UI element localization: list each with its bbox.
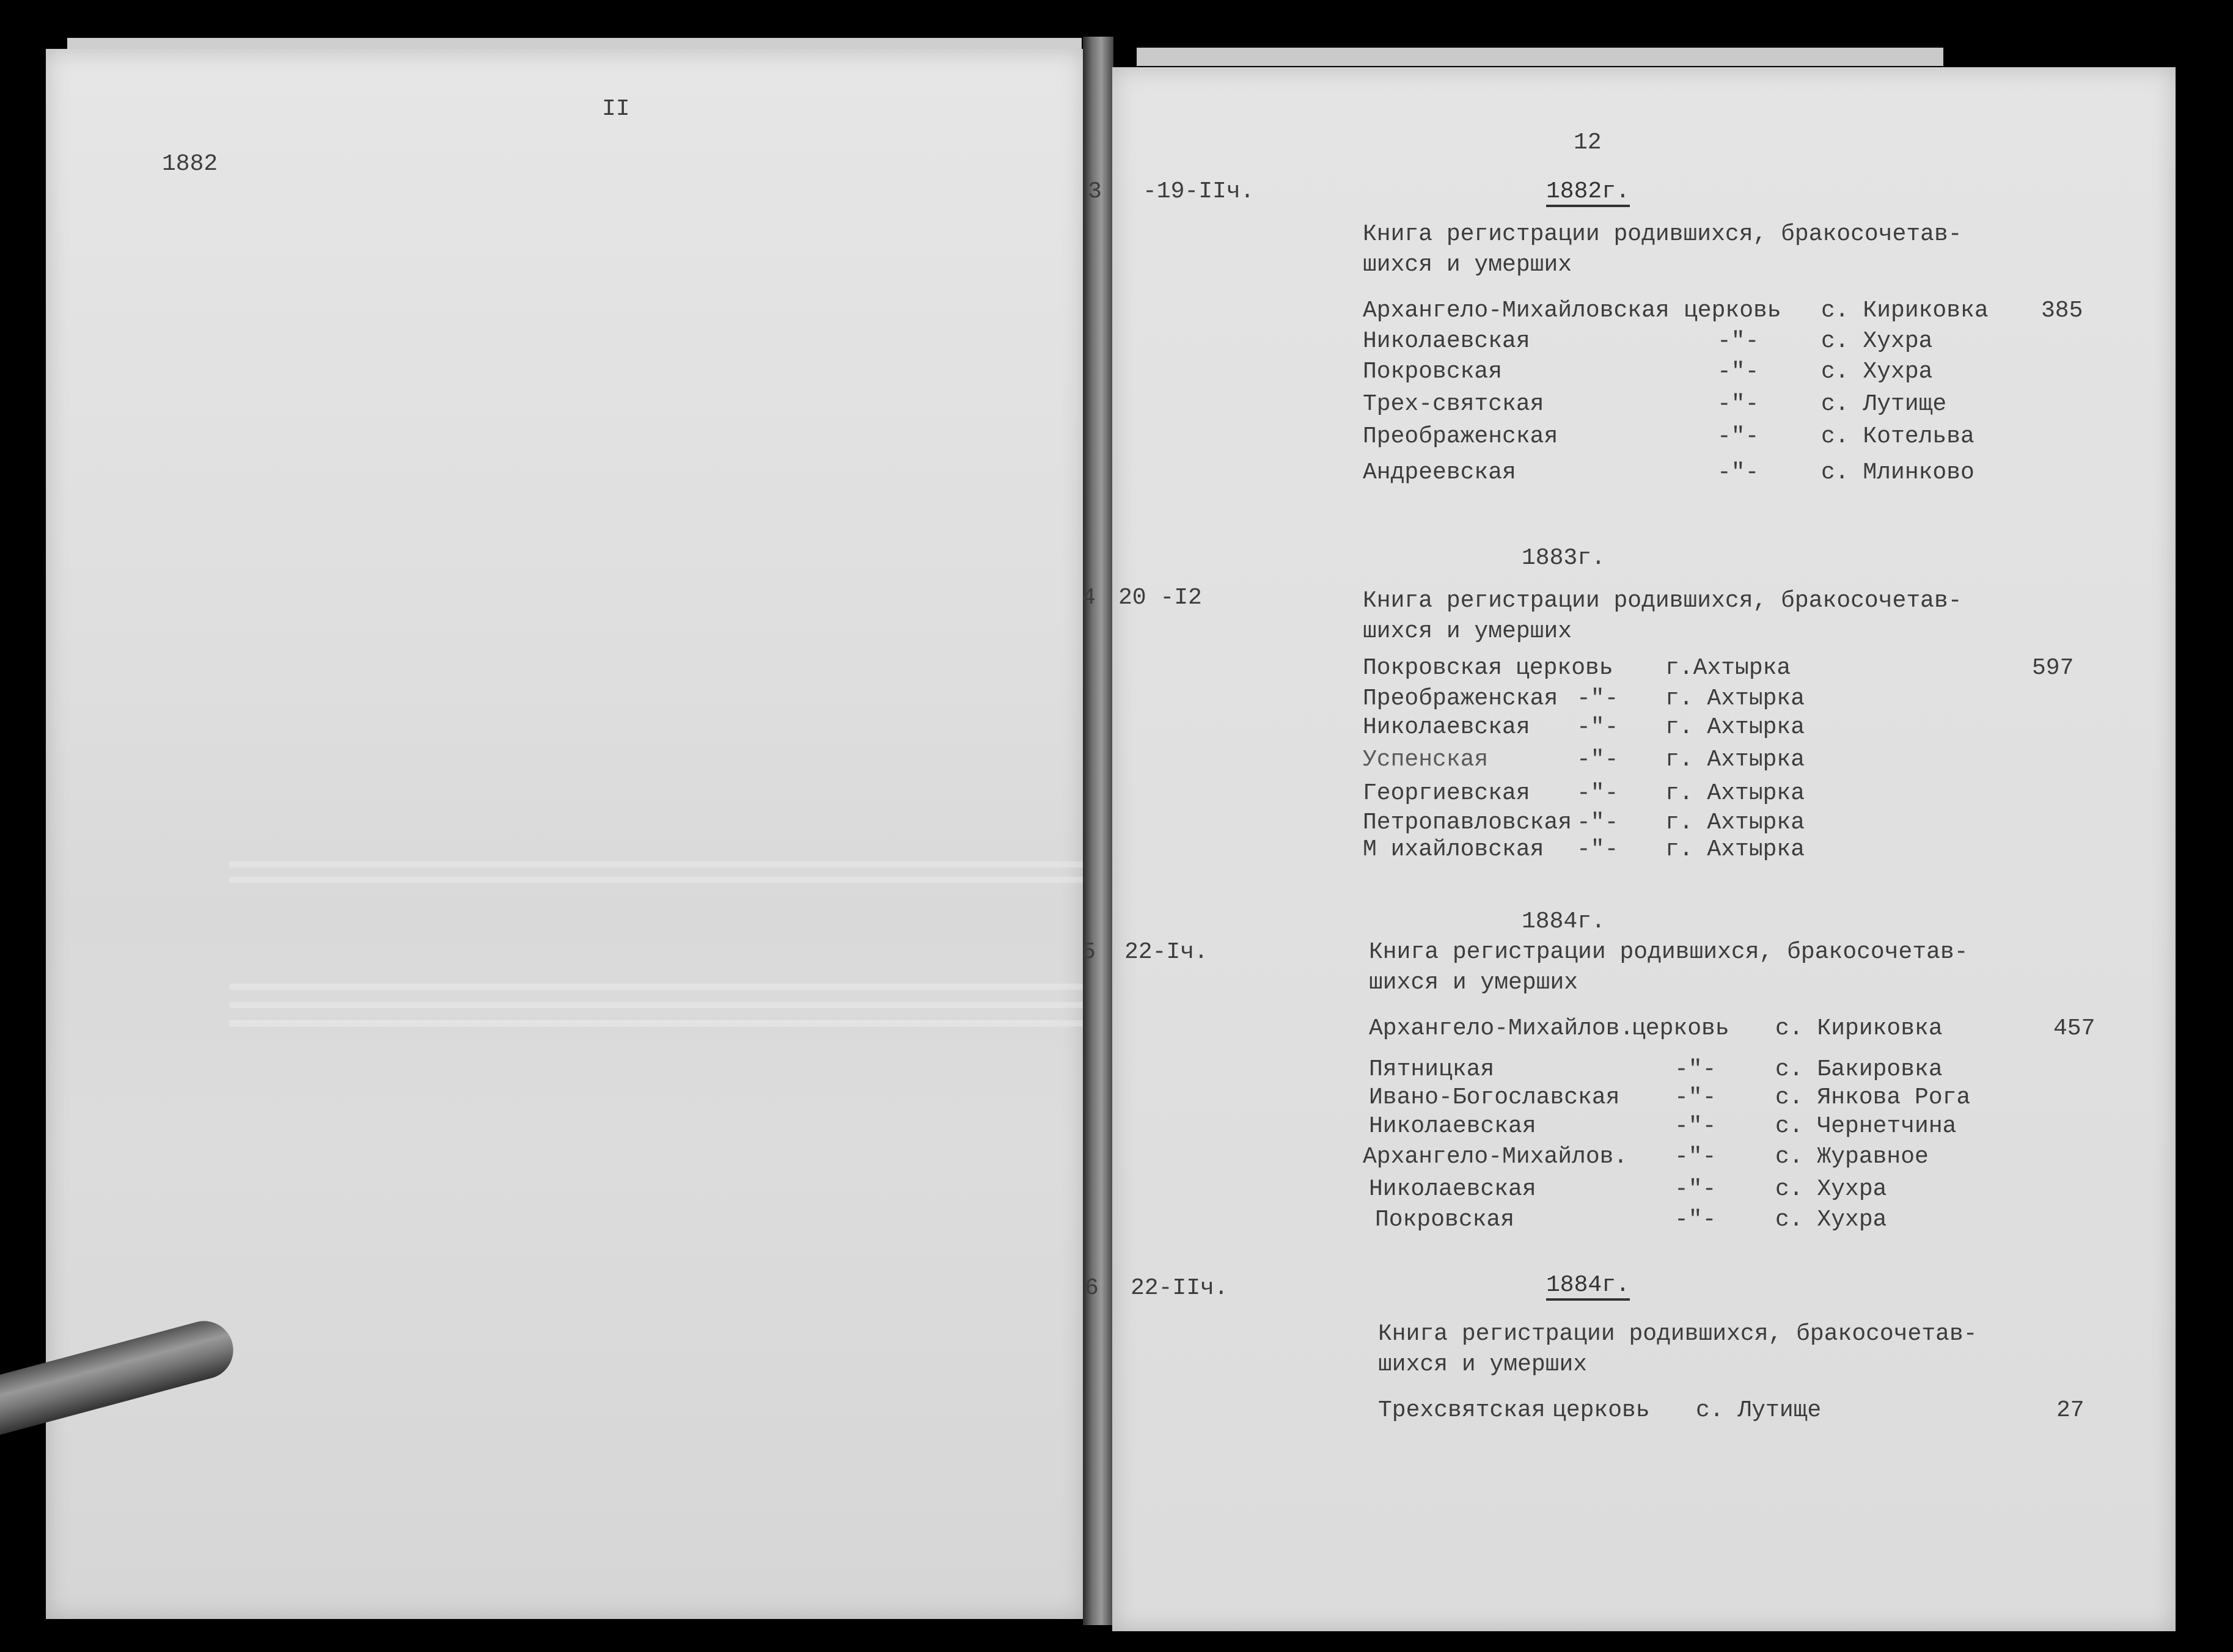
page-streak <box>229 877 1121 883</box>
church-type: церковь <box>1684 298 1781 324</box>
church-type: -"- <box>1717 423 1759 450</box>
church-name: Ивано-Богославская <box>1369 1084 1620 1111</box>
church-name: Петропавловская <box>1363 810 1572 836</box>
entry-number: 4 <box>1082 585 1096 611</box>
entry-number: 3 <box>1088 178 1102 205</box>
church-type: -"- <box>1717 459 1759 486</box>
church-place: с. Котельва <box>1821 423 1975 450</box>
church-type: -"- <box>1577 747 1619 773</box>
church-type: церковь <box>1632 1015 1729 1042</box>
left-page-year: 1882 <box>162 151 218 177</box>
left-page-number: II <box>602 96 630 122</box>
church-type: -"- <box>1717 328 1759 354</box>
entry-count: 27 <box>2056 1397 2084 1424</box>
church-name: Трех-святская <box>1363 391 1544 417</box>
entry-title-line-2: шихся и умерших <box>1363 618 1572 645</box>
entry-title-line-2: шихся и умерших <box>1363 252 1572 278</box>
page-streak <box>229 1020 1121 1026</box>
church-name: Покровская <box>1375 1207 1515 1233</box>
church-name: Николаевская <box>1363 328 1530 354</box>
church-place: с. Кириковка <box>1775 1015 1943 1042</box>
entry-year: 1882г. <box>1546 180 1630 207</box>
church-place: с. Хухра <box>1821 328 1933 354</box>
church-place: с. Хухра <box>1775 1176 1887 1202</box>
church-name: Георгиевская <box>1363 780 1530 806</box>
church-place: г. Ахтырка <box>1665 810 1805 836</box>
right-page-top-edge <box>1137 48 1943 66</box>
church-type: -"- <box>1577 836 1619 863</box>
church-type: -"- <box>1717 391 1759 417</box>
church-place: с. Кириковка <box>1821 298 1989 324</box>
church-name: Покровская <box>1363 359 1503 385</box>
church-place: г. Ахтырка <box>1665 714 1805 740</box>
left-page <box>46 49 1085 1619</box>
church-type: церковь <box>1552 1397 1650 1424</box>
church-type: -"- <box>1674 1176 1717 1202</box>
entry-code: -19-IIч. <box>1143 178 1255 205</box>
church-place: г. Ахтырка <box>1665 780 1805 806</box>
page-streak <box>229 861 1121 868</box>
church-type: -"- <box>1577 714 1619 740</box>
entry-code: 22-Iч. <box>1124 939 1208 965</box>
church-place: с. Хухра <box>1821 359 1933 385</box>
entry-code: 22-IIч. <box>1131 1275 1228 1301</box>
church-name: Николаевская <box>1363 714 1530 740</box>
page-streak <box>229 984 1121 990</box>
church-name: Преображенская <box>1363 423 1558 450</box>
church-type: -"- <box>1577 685 1619 712</box>
church-place: с. Журавное <box>1775 1144 1929 1170</box>
entry-year: 1884г. <box>1546 1274 1630 1301</box>
entry-title-line-1: Книга регистрации родившихся, бракосочетав- <box>1363 588 1962 614</box>
church-type: -"- <box>1577 780 1619 806</box>
entry-title-line-1: Книга регистрации родившихся, бракосочетав- <box>1378 1321 1978 1347</box>
church-name: Преображенская <box>1363 685 1558 712</box>
entry-year: 1883г. <box>1522 545 1605 571</box>
church-place: с. Лутище <box>1696 1397 1822 1424</box>
entry-count: 597 <box>2032 655 2074 681</box>
church-name: Трехсвятская <box>1378 1397 1546 1424</box>
entry-title-line-2: шихся и умерших <box>1378 1351 1588 1378</box>
church-name: Покровская <box>1363 655 1503 681</box>
church-name: Архангело-Михайловская <box>1363 298 1670 324</box>
church-place: г. Ахтырка <box>1665 747 1805 773</box>
church-name: Пятницкая <box>1369 1056 1495 1083</box>
church-type: церковь <box>1516 655 1613 681</box>
church-type: -"- <box>1717 359 1759 385</box>
entry-title-line-1: Книга регистрации родившихся, бракосочетав- <box>1363 221 1962 247</box>
church-place: г. Ахтырка <box>1665 836 1805 863</box>
church-name: Андреевская <box>1363 459 1516 486</box>
church-type: -"- <box>1674 1207 1717 1233</box>
church-place: с. Лутище <box>1821 391 1947 417</box>
church-name: Николаевская <box>1369 1176 1536 1202</box>
church-place: с. Млинково <box>1821 459 1975 486</box>
right-page <box>1082 67 2176 1631</box>
church-name: Архангело-Михайлов. <box>1363 1144 1628 1170</box>
church-name: Архангело-Михайлов. <box>1369 1015 1634 1042</box>
church-place: г.Ахтырка <box>1665 655 1791 681</box>
entry-title-line-2: шихся и умерших <box>1369 970 1579 996</box>
church-name: Успенская <box>1363 747 1489 773</box>
church-place: с. Янкова Рога <box>1775 1084 1971 1111</box>
church-type: -"- <box>1674 1144 1717 1170</box>
church-type: -"- <box>1577 810 1619 836</box>
entry-number: 6 <box>1085 1275 1099 1301</box>
church-type: -"- <box>1674 1084 1717 1111</box>
church-name: М ихайловская <box>1363 836 1544 863</box>
church-place: с. Хухра <box>1775 1207 1887 1233</box>
church-type: -"- <box>1674 1056 1717 1083</box>
church-type: -"- <box>1674 1113 1717 1139</box>
entry-count: 385 <box>2041 298 2083 324</box>
entry-count: 457 <box>2053 1015 2096 1042</box>
book-spine <box>1083 37 1113 1625</box>
right-page-number: 12 <box>1574 130 1602 156</box>
church-place: г. Ахтырка <box>1665 685 1805 712</box>
church-place: с. Чернетчина <box>1775 1113 1957 1139</box>
church-place: с. Бакировка <box>1775 1056 1943 1083</box>
entry-title-line-1: Книга регистрации родившихся, бракосочетав- <box>1369 939 1968 965</box>
entry-year: 1884г. <box>1522 908 1605 935</box>
church-name: Николаевская <box>1369 1113 1536 1139</box>
page-streak <box>229 1002 1121 1008</box>
entry-code: 20 -I2 <box>1118 585 1202 611</box>
entry-number: 5 <box>1082 939 1096 965</box>
